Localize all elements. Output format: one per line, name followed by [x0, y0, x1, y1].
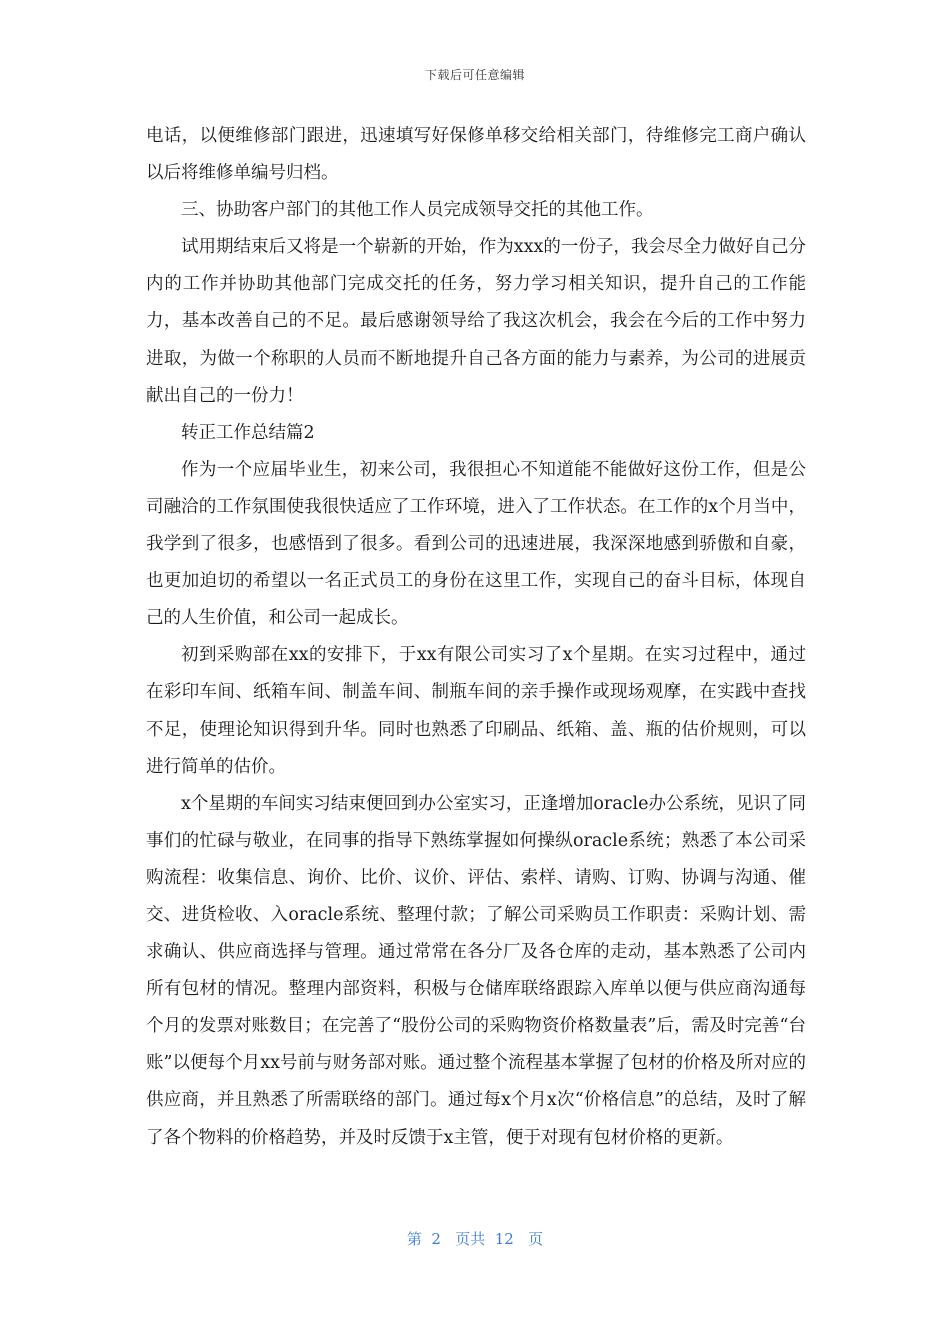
document-body	[146, 118, 806, 1157]
page-number-footer: 第 2 页共 12 页	[406, 1230, 544, 1248]
section-heading: 转正工作总结篇2	[181, 422, 315, 443]
paragraph-1: 电话，以便维修部门跟进，迅速填写好保修单移交给相关部门，待维修完工商户确认以后将维修单编号归档。	[146, 126, 806, 184]
paragraph-6: x个星期的车间实习结束便回到办公室实习，正逢增加oracle办公系统，见识了同事们的忙碌与敬业，在同事的指导下熟练掌握如何操纵oracle系统；熟悉了本公司采购流程：收集信息、询价、比价、议价、评估、索样、请购、订购、协调与沟通、催交、进货检收、入oracle系统、整理付款；了解公司采购员工作职责：采购计划、需求确认、供应商选择与管理。通过常常在各分厂及各仓库的走动，基本熟悉了公司内所有包材的情况。整理内部资料，积极与仓储库联络跟踪入库单以便与供应商沟通每个月的发票对账数目；在完善了“股份公司的采购物资价格数量表”后，需及时完善“台账”以便每个月xx号前与财务部对账。通过整个流程基本掌握了包材的价格及所对应的供应商，并且熟悉了所需联络的部门。通过每x个月x次“价格信息”的总结，及时了解了各个物料的价格趋势，并及时反馈于x主管，便于对现有包材价格的更新。	[146, 793, 806, 1148]
paragraph-4: 作为一个应届毕业生，初来公司，我很担心不知道能不能做好这份工作，但是公司融洽的工作氛围使我很快适应了工作环境，进入了工作状态。在工作的x个月当中，我学到了很多，也感悟到了很多。看到公司的迅速进展，我深深地感到骄傲和自豪，也更加迫切的希望以一名正式员工的身份在这里工作，实现自己的奋斗目标，体现自己的人生价值，和公司一起成长。	[146, 459, 806, 629]
paragraph-3: 试用期结束后又将是一个崭新的开始，作为xxx的一份子，我会尽全力做好自己分内的工作并协助其他部门完成交托的任务，努力学习相关知识，提升自己的工作能力，基本改善自己的不足。最后感谢领导给了我这次机会，我会在今后的工作中努力进取，为做一个称职的人员而不断地提升自己各方面的能力与素养，为公司的进展贡献出自己的一份力！	[146, 237, 806, 406]
page-header: 下载后可任意编辑	[424, 68, 525, 82]
paragraph-5: 初到采购部在xx的安排下，于xx有限公司实习了x个星期。在实习过程中，通过在彩印车间、纸箱车间、制盖车间、制瓶车间的亲手操作或现场观摩，在实践中查找不足，使理论知识得到升华。同时也熟悉了印刷品、纸箱、盖、瓶的估价规则，可以进行简单的估价。	[146, 645, 806, 777]
paragraph-2: 三、协助客户部门的其他工作人员完成领导交托的其他工作。	[181, 200, 654, 221]
